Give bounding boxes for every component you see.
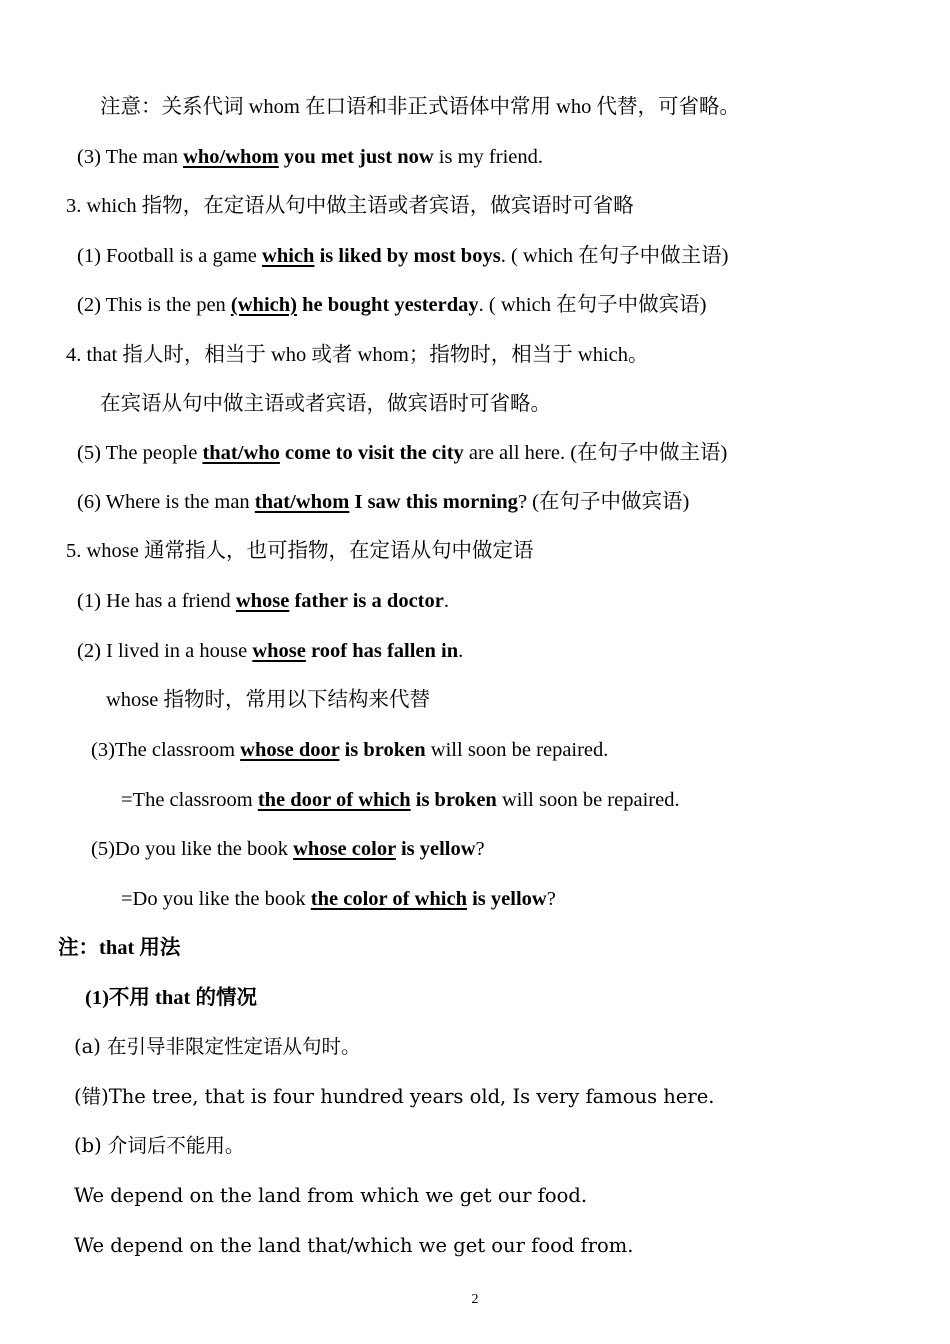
- example-3-whose-door: (3)The classroom whose door is broken will soon be repaired.: [91, 739, 609, 761]
- example-that-which-from: We depend on the land that/which we get our food from.: [74, 1234, 634, 1257]
- that-not-used-subheading: (1)不用 that 的情况: [85, 987, 257, 1009]
- example-3-door-of-which: =The classroom the door of which is broken will soon be repaired.: [121, 789, 680, 811]
- rule-a-non-restrictive: (a) 在引导非限定性定语从句时。: [74, 1035, 361, 1058]
- example-5-whose-color: (5)Do you like the book whose color is yellow?: [91, 838, 485, 860]
- rule-4-that: 4. that 指人时，相当于 who 或者 whom；指物时，相当于 which。: [66, 344, 649, 366]
- rule-b-after-preposition: (b) 介词后不能用。: [74, 1134, 245, 1157]
- example-5-color-of-which: =Do you like the book the color of which is yellow?: [121, 888, 556, 910]
- example-from-which: We depend on the land from which we get our food.: [74, 1184, 588, 1207]
- whose-things-note: whose 指物时，常用以下结构来代替: [106, 689, 431, 711]
- that-usage-heading: 注：that 用法: [58, 937, 181, 959]
- example-6-that-whom: (6) Where is the man that/whom I saw this morning? (在句子中做宾语): [77, 491, 690, 513]
- wrong-example-tree: (错)The tree, that is four hundred years old, Is very famous here.: [74, 1085, 715, 1108]
- rule-4-that-note: 在宾语从句中做主语或者宾语，做宾语时可省略。: [100, 393, 551, 415]
- example-5-that-who: (5) The people that/who come to visit the city are all here. (在句子中做主语): [77, 442, 728, 464]
- example-3-who-whom: (3) The man who/whom you met just now is my friend.: [77, 146, 543, 168]
- page-number: 2: [471, 1292, 479, 1307]
- rule-3-which: 3. which 指物，在定语从句中做主语或者宾语，做宾语时可省略: [66, 195, 634, 217]
- example-1-which-subject: (1) Football is a game which is liked by most boys. ( which 在句子中做主语): [77, 245, 729, 267]
- note-whom-omission: 注意：关系代词 whom 在口语和非正式语体中常用 who 代替，可省略。: [100, 96, 741, 118]
- rule-5-whose: 5. whose 通常指人，也可指物，在定语从句中做定语: [66, 540, 534, 562]
- example-2-which-object: (2) This is the pen (which) he bought yesterday. ( which 在句子中做宾语): [77, 294, 707, 316]
- example-1-whose-friend: (1) He has a friend whose father is a doctor.: [77, 590, 449, 612]
- example-2-whose-house: (2) I lived in a house whose roof has fallen in.: [77, 640, 464, 662]
